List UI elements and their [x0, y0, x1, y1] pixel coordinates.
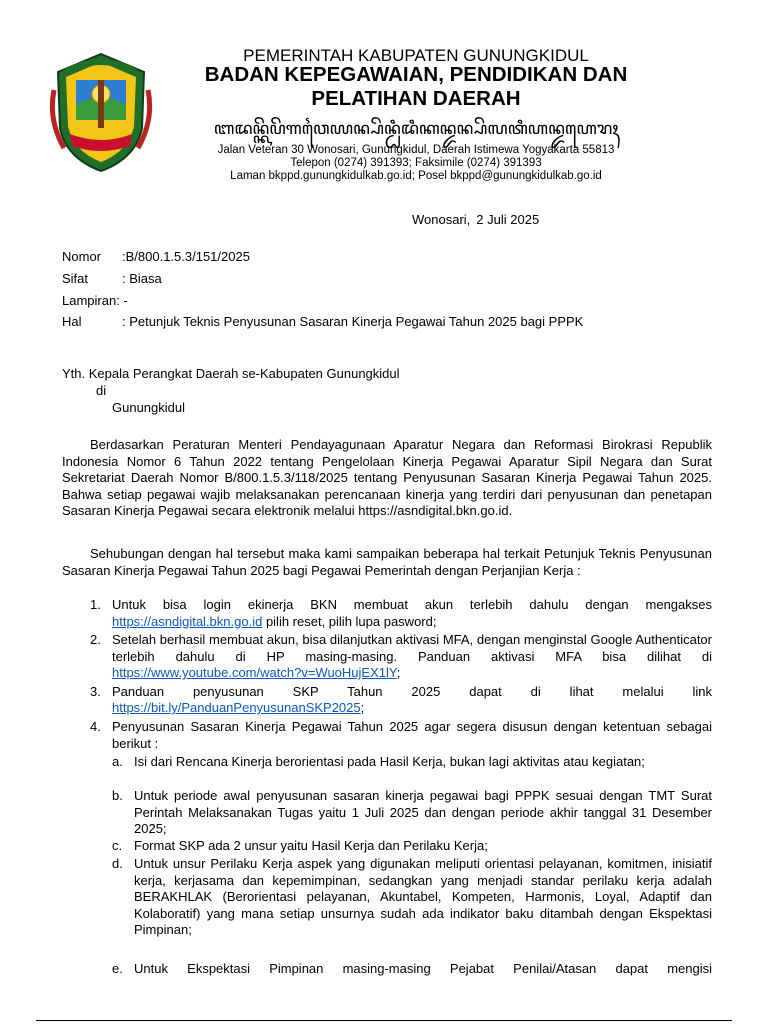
- panduan-skp-link[interactable]: https://bit.ly/PanduanPenyusunanSKP2025: [112, 700, 361, 715]
- sub-c-text: Format SKP ada 2 unsur yaitu Hasil Kerja dan Perilaku Kerja;: [134, 838, 488, 853]
- item-3-line1: Panduan penyusunan SKP Tahun 2025 dapat di lihat melalui link: [112, 684, 712, 699]
- gunungkidul-regency-emblem-icon: [46, 50, 156, 175]
- item-1: [112, 597, 712, 630]
- date-place: Wonosari,: [412, 212, 471, 227]
- item-3-line2: [112, 700, 364, 717]
- agency-name-line1: BADAN KEPEGAWAIAN, PENDIDIKAN DAN: [204, 63, 628, 86]
- sub-c-letter: c.: [112, 838, 123, 853]
- sub-a-text: Isi dari Rencana Kinerja berorientasi pada Hasil Kerja, bukan lagi aktivitas atau kegiatan;: [134, 754, 645, 769]
- item-2: [112, 632, 712, 682]
- lampiran-label: Lampiran: -: [62, 293, 128, 308]
- item-4-text: Penyusunan Sasaran Kinerja Pegawai Tahun 2025 agar segera disusun dengan ketentuan sebagai berikut :: [112, 719, 712, 751]
- item-1-number: 1.: [90, 597, 101, 612]
- web-email-line: Laman bkppd.gunungkidulkab.go.id; Posel bkppd@gunungkidulkab.go.id: [230, 170, 602, 182]
- item-2-number: 2.: [90, 632, 101, 647]
- hal-value: : Petunjuk Teknis Penyusunan Sasaran Kinerja Pegawai Tahun 2025 bagi PPPK: [122, 314, 584, 329]
- item-1-tail: pilih reset, pilih lupa pasword;: [262, 613, 437, 629]
- agency-name: [156, 63, 676, 111]
- sub-d-letter: d.: [112, 856, 123, 871]
- address-line: Jalan Veteran 30 Wonosari, Gunungkidul, Daerah Istimewa Yogyakarta 55813: [217, 144, 615, 156]
- item-3-number: 3.: [90, 684, 101, 699]
- sub-b-letter: b.: [112, 788, 123, 803]
- recipient-place: Gunungkidul: [112, 400, 185, 415]
- recipient-di: di: [96, 383, 107, 398]
- sub-e-letter: e.: [112, 961, 123, 976]
- phone-line: Telepon (0274) 391393; Faksimile (0274) 391393: [290, 157, 542, 169]
- item-2-text: Setelah berhasil membuat akun, bisa dilanjutkan aktivasi MFA, dengan menginstal Google Authenticator terlebih dahulu di HP masing-masing. Panduan aktivasi MFA bisa dilihat di: [112, 632, 712, 664]
- asndigital-link[interactable]: https://asndigital.bkn.go.id: [112, 613, 263, 629]
- sub-d-text: Untuk unsur Perilaku Kerja aspek yang digunakan meliputi orientasi pelayanan, komitmen, inisiatif kerja, kerjasama dan kepemimpinan, sedangkan yang menjadi standar perilaku kerja adalah BERAKHLAK (Berorientasi pelayanan, Akuntabel, Kompeten, Harmonis, Loyal, Adaptif dan Kolaboratif) yang mana setiap unsurnya sudah ada indikator baku ditambah dengan Ekspektasi Pimpinan;: [134, 856, 712, 937]
- sifat-value: : Biasa: [122, 271, 162, 286]
- sub-a-letter: a.: [112, 754, 123, 769]
- page-bottom-rule: [36, 1020, 732, 1021]
- paragraph-1: Berdasarkan Peraturan Menteri Pendayagunaan Aparatur Negara dan Reformasi Birokrasi Republik Indonesia Nomor 6 Tahun 2022 tentang Pengelolaan Kinerja Pegawai Aparatur Sipil Negara dan Surat Sekretariat Daerah Nomor B/800.1.5.3/118/2025 tentang Penyusunan Sasaran Kinerja Pegawai Tahun 2025. Bahwa setiap pegawai wajib melaksanakan perencanaan kinerja yang terdiri dari penyusunan dan penetapan Sasaran Kinerja Pegawai secara elektronik melalui https://asndigital.bkn.go.id.: [62, 437, 712, 518]
- youtube-mfa-link[interactable]: https://www.youtube.com/watch?v=WuoHujEX1lY: [112, 665, 397, 680]
- item-2-tail: ;: [396, 665, 401, 680]
- nomor-label: Nomor: [62, 249, 102, 264]
- letter-date: [412, 212, 539, 227]
- hal-label: Hal: [62, 314, 82, 329]
- item-3-tail: ;: [360, 700, 365, 715]
- date-value: 2 Juli 2025: [476, 212, 540, 227]
- item-4-number: 4.: [90, 719, 101, 734]
- agency-name-line2: PELATIHAN DAERAH: [311, 87, 521, 110]
- sub-b-text: Untuk periode awal penyusunan sasaran kinerja pegawai bagi PPPK sesuai dengan TMT Surat Perintah Melaksanakan Tugas yaitu 1 Juli 2025 dan dengan periode akhir tanggal 31 Desember 2025;: [134, 788, 712, 836]
- item-1-text: Untuk bisa login ekinerja BKN membuat akun terlebih dahulu dengan mengakses: [112, 597, 712, 612]
- sifat-label: Sifat: [62, 271, 89, 286]
- recipient-to: Yth. Kepala Perangkat Daerah se-Kabupaten Gunungkidul: [62, 366, 400, 381]
- paragraph-2: Sehubungan dengan hal tersebut maka kami sampaikan beberapa hal terkait Petunjuk Teknis Penyusunan Sasaran Kinerja Pegawai Tahun 2025 bagi Pegawai Pemerintah dengan Perjanjian Kerja :: [62, 546, 712, 578]
- sub-e-text: Untuk Ekspektasi Pimpinan masing-masing Pejabat Penilai/Atasan dapat mengisi: [134, 961, 712, 976]
- nomor-value: :B/800.1.5.3/151/2025: [122, 249, 250, 264]
- government-name: PEMERINTAH KABUPATEN GUNUNGKIDUL: [243, 46, 589, 65]
- javanese-script-line: ꦧꦢꦤ꧀ꦏꦼꦥꦼꦒꦮꦻꦪꦤ꧀ꦥꦼꦤ꧀ꦝꦶꦢꦶꦏꦤ꧀ꦢꦤ꧀ꦥꦼꦭꦠꦶꦲꦤ꧀ꦢꦲꦺꦫꦃ: [213, 119, 619, 139]
